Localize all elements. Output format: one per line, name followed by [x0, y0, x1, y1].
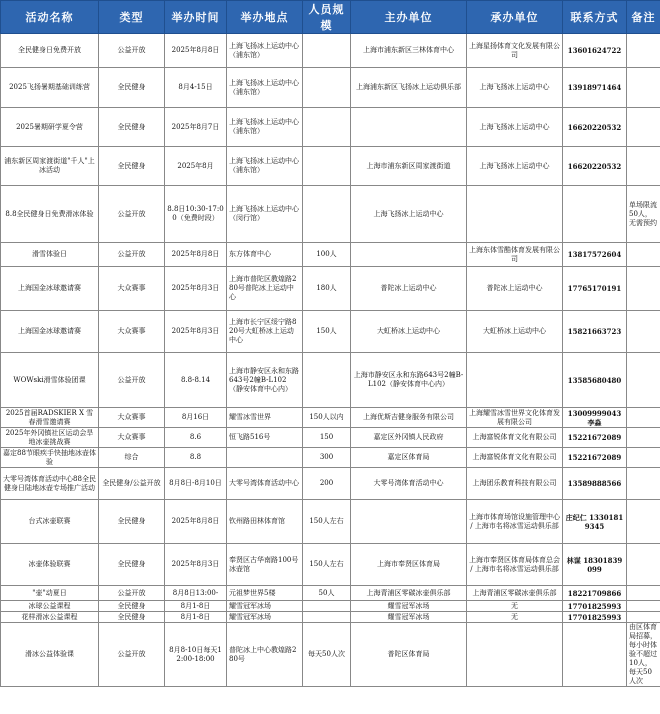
- activity-scale-cell: 200: [303, 468, 351, 500]
- activity-contact-cell: 15821663723: [563, 311, 627, 353]
- activity-note-cell: [627, 267, 660, 311]
- table-row: [1, 147, 660, 186]
- activity-scale-cell: 150: [303, 428, 351, 448]
- activity-type-cell: 公益开放: [99, 34, 165, 68]
- activity-venue-cell: 上海飞扬冰上运动中心（浦东馆）: [227, 108, 303, 147]
- activity-contact-cell: 16620220532: [563, 147, 627, 186]
- activity-type-cell: 全民健身: [99, 612, 165, 623]
- activity-type-cell: 公益开放: [99, 623, 165, 687]
- header-scale: 人员规模: [303, 1, 351, 34]
- activity-name-cell: 冰球公益课程: [1, 601, 99, 612]
- activity-host-cell: [351, 108, 467, 147]
- activity-contact-cell: [563, 623, 627, 687]
- table-row: [1, 623, 660, 687]
- activity-scale-cell: 100人: [303, 243, 351, 267]
- activity-time-cell: 8月1-8日: [165, 612, 227, 623]
- header-note: 备注: [627, 1, 660, 34]
- table-row: [1, 428, 660, 448]
- activity-venue-cell: 上海市静安区永和东路643号2幢B-L102（静安体育中心内）: [227, 353, 303, 408]
- activity-note-cell: [627, 428, 660, 448]
- activity-host-cell: 大零号湾体育活动中心: [351, 468, 467, 500]
- activity-note-cell: [627, 500, 660, 544]
- activity-scale-cell: 150人左右: [303, 500, 351, 544]
- activity-scale-cell: 150人左右: [303, 544, 351, 586]
- activity-name-cell: 2025首届RADSKIER X 雪春滑雪邀请赛: [1, 408, 99, 428]
- activity-name-cell: 滑冰公益体验课: [1, 623, 99, 687]
- activity-note-cell: [627, 243, 660, 267]
- activity-time-cell: 2025年8月7日: [165, 108, 227, 147]
- activity-name-cell: 2025年外冈镇社区运动会旱地冰壶挑战赛: [1, 428, 99, 448]
- activity-venue-cell: 恒飞路516号: [227, 428, 303, 448]
- activity-organizer-cell: 上海青浦区零碳冰壶俱乐部: [467, 586, 563, 601]
- activity-time-cell: 8月1-8日: [165, 601, 227, 612]
- activity-contact-cell: 13589888566: [563, 468, 627, 500]
- activity-name-cell: 嘉定88节眼疾手快抽地冰壶体验: [1, 448, 99, 468]
- activity-type-cell: 公益开放: [99, 186, 165, 243]
- activity-organizer-cell: 上海飞扬冰上运动中心: [467, 68, 563, 108]
- activity-contact-cell: 18221709866: [563, 586, 627, 601]
- activity-organizer-cell: 上海团乐教育科技有限公司: [467, 468, 563, 500]
- activity-type-cell: 全民健身: [99, 500, 165, 544]
- activity-note-cell: [627, 468, 660, 500]
- activity-note-cell: [627, 544, 660, 586]
- activity-note-cell: [627, 353, 660, 408]
- activity-contact-cell: 15221672089: [563, 448, 627, 468]
- activity-venue-cell: 耀雪冠军冰场: [227, 612, 303, 623]
- activity-name-cell: 冰壶体验联赛: [1, 544, 99, 586]
- activity-contact-cell: 13918971464: [563, 68, 627, 108]
- activity-venue-cell: 耀雪冰雪世界: [227, 408, 303, 428]
- header-host: 主办单位: [351, 1, 467, 34]
- activity-host-cell: 上海市奉贤区体育局: [351, 544, 467, 586]
- activity-venue-cell: 普陀冰上中心教煌路280号: [227, 623, 303, 687]
- activity-organizer-cell: 上海飞扬冰上运动中心: [467, 108, 563, 147]
- activity-organizer-cell: 普陀冰上运动中心: [467, 267, 563, 311]
- activity-name-cell: 大零号湾体育活动中心88全民健身日陆地冰壶专场推广活动: [1, 468, 99, 500]
- activity-time-cell: 2025年8月3日: [165, 544, 227, 586]
- activity-time-cell: 8.8日10:30-17:00（免费时段）: [165, 186, 227, 243]
- activity-time-cell: 2025年8月: [165, 147, 227, 186]
- activity-time-cell: 2025年8月3日: [165, 267, 227, 311]
- activity-contact-cell: 林谋 18301839099: [563, 544, 627, 586]
- activity-contact-cell: 13601624722: [563, 34, 627, 68]
- table-row: [1, 108, 660, 147]
- table-row: [1, 544, 660, 586]
- activity-type-cell: 公益开放: [99, 586, 165, 601]
- activity-scale-cell: 50人: [303, 586, 351, 601]
- activity-host-cell: 耀雪冠军冰场: [351, 601, 467, 612]
- activity-time-cell: 8.8: [165, 448, 227, 468]
- activity-organizer-cell: [467, 353, 563, 408]
- activity-time-cell: 8月8日-8月10日: [165, 468, 227, 500]
- activity-type-cell: 大众赛事: [99, 408, 165, 428]
- activity-scale-cell: 150人以内: [303, 408, 351, 428]
- activity-time-cell: 8月8日13:00-: [165, 586, 227, 601]
- activity-scale-cell: [303, 147, 351, 186]
- activity-type-cell: 全民健身: [99, 108, 165, 147]
- activity-type-cell: 大众赛事: [99, 267, 165, 311]
- activity-scale-cell: [303, 68, 351, 108]
- activity-name-cell: "壶"动夏日: [1, 586, 99, 601]
- activity-scale-cell: [303, 601, 351, 612]
- table-row: [1, 408, 660, 428]
- activity-time-cell: 2025年8月8日: [165, 34, 227, 68]
- header-time: 举办时间: [165, 1, 227, 34]
- activity-name-cell: 花样滑冰公益课程: [1, 612, 99, 623]
- table-row: [1, 601, 660, 612]
- activity-type-cell: 全民健身: [99, 147, 165, 186]
- header-name: 活动名称: [1, 1, 99, 34]
- activity-venue-cell: 上海市长宁区绥宁路820号大虹桥冰上运动中心: [227, 311, 303, 353]
- activity-time-cell: 2025年8月3日: [165, 311, 227, 353]
- table-row: [1, 612, 660, 623]
- activity-name-cell: 浦东新区周家渡街道"千人"上冰活动: [1, 147, 99, 186]
- activity-name-cell: 全民健身日免费开放: [1, 34, 99, 68]
- table-row: [1, 34, 660, 68]
- activity-note-cell: [627, 601, 660, 612]
- header-venue: 举办地点: [227, 1, 303, 34]
- activity-type-cell: 全民健身: [99, 68, 165, 108]
- activity-scale-cell: [303, 612, 351, 623]
- activity-host-cell: 上海市浦东新区三林体育中心: [351, 34, 467, 68]
- activity-name-cell: 8.8全民健身日免费滑冰体验: [1, 186, 99, 243]
- activity-venue-cell: 耀雪冠军冰场: [227, 601, 303, 612]
- activity-type-cell: 大众赛事: [99, 311, 165, 353]
- table-row: [1, 267, 660, 311]
- activity-contact-cell: 庄纪仁 13301819345: [563, 500, 627, 544]
- activity-time-cell: 8.6: [165, 428, 227, 448]
- activity-organizer-cell: 上海耀雪冰雪世界文化体育发展有限公司: [467, 408, 563, 428]
- activity-venue-cell: 上海飞扬冰上运动中心（浦东馆）: [227, 147, 303, 186]
- activity-time-cell: 2025年8月8日: [165, 500, 227, 544]
- activity-contact-cell: 13817572604: [563, 243, 627, 267]
- activity-note-cell: [627, 147, 660, 186]
- activity-host-cell: 普陀区体育局: [351, 623, 467, 687]
- activity-scale-cell: 每天50人次: [303, 623, 351, 687]
- activity-scale-cell: 300: [303, 448, 351, 468]
- activity-organizer-cell: [467, 186, 563, 243]
- activity-host-cell: 嘉定区体育局: [351, 448, 467, 468]
- activity-organizer-cell: [467, 623, 563, 687]
- activity-type-cell: 大众赛事: [99, 428, 165, 448]
- activity-note-cell: [627, 68, 660, 108]
- activity-name-cell: WOWski滑雪体验团课: [1, 353, 99, 408]
- activity-organizer-cell: 上海富锐体育文化有限公司: [467, 428, 563, 448]
- activity-scale-cell: [303, 353, 351, 408]
- activity-venue-cell: 元祖梦世界5楼: [227, 586, 303, 601]
- activity-type-cell: 公益开放: [99, 353, 165, 408]
- activity-contact-cell: 15221672089: [563, 428, 627, 448]
- activity-note-cell: 由区体育局招募，每小时体验不超过10人，每天50人次: [627, 623, 660, 687]
- activity-contact-cell: 17701825993: [563, 612, 627, 623]
- activity-contact-cell: 16620220532: [563, 108, 627, 147]
- header-organizer: 承办单位: [467, 1, 563, 34]
- activity-host-cell: 上海浦东新区飞扬冰上运动俱乐部: [351, 68, 467, 108]
- table-row: [1, 586, 660, 601]
- activity-contact-cell: 13009999043 李淼: [563, 408, 627, 428]
- activity-host-cell: 耀雪冠军冰场: [351, 612, 467, 623]
- activity-name-cell: 滑雪体验日: [1, 243, 99, 267]
- activity-type-cell: 公益开放: [99, 243, 165, 267]
- activity-venue-cell: 上海飞扬冰上运动中心（闵行馆）: [227, 186, 303, 243]
- activity-scale-cell: [303, 186, 351, 243]
- table-row: [1, 186, 660, 243]
- header-row: [1, 1, 660, 34]
- activity-venue-cell: 奉贤区古华南路100号冰壶馆: [227, 544, 303, 586]
- activity-host-cell: 上海飞扬冰上运动中心: [351, 186, 467, 243]
- activity-organizer-cell: 上海飞扬冰上运动中心: [467, 147, 563, 186]
- table-row: [1, 243, 660, 267]
- activity-organizer-cell: 上海富锐体育文化有限公司: [467, 448, 563, 468]
- header-contact: 联系方式: [563, 1, 627, 34]
- activity-organizer-cell: 上海市体育场馆设施管理中心 / 上海市名将冰雪运动俱乐部: [467, 500, 563, 544]
- activity-venue-cell: 上海飞扬冰上运动中心（浦东馆）: [227, 68, 303, 108]
- activity-note-cell: [627, 34, 660, 68]
- activity-venue-cell: 东方体育中心: [227, 243, 303, 267]
- activity-note-cell: [627, 612, 660, 623]
- activity-host-cell: 普陀冰上运动中心: [351, 267, 467, 311]
- activity-type-cell: 全民健身: [99, 601, 165, 612]
- activity-scale-cell: 180人: [303, 267, 351, 311]
- activity-host-cell: 上海青浦区零碳冰壶俱乐部: [351, 586, 467, 601]
- activity-host-cell: 上海市静安区永和东路643号2幢B-L102（静安体育中心内）: [351, 353, 467, 408]
- activity-time-cell: 8月8-10日每天12:00-18:00: [165, 623, 227, 687]
- table-row: [1, 311, 660, 353]
- table-row: [1, 500, 660, 544]
- header-type: 类型: [99, 1, 165, 34]
- activity-organizer-cell: 无: [467, 601, 563, 612]
- activity-time-cell: 8月16日: [165, 408, 227, 428]
- activity-name-cell: 上海国金冰球邀请赛: [1, 267, 99, 311]
- activity-name-cell: 台式冰壶联赛: [1, 500, 99, 544]
- activity-venue-cell: [227, 448, 303, 468]
- activity-note-cell: [627, 311, 660, 353]
- table-row: [1, 353, 660, 408]
- activity-venue-cell: 钦州路田林体育馆: [227, 500, 303, 544]
- activity-organizer-cell: 上海市奉贤区体育局体育总会 / 上海市名将冰雪运动俱乐部: [467, 544, 563, 586]
- activity-note-cell: [627, 448, 660, 468]
- activity-name-cell: 2025暑期研学夏令营: [1, 108, 99, 147]
- activity-name-cell: 2025飞扬暑期基础训练营: [1, 68, 99, 108]
- table-row: [1, 468, 660, 500]
- activity-type-cell: 全民健身: [99, 544, 165, 586]
- activity-host-cell: [351, 243, 467, 267]
- activity-host-cell: 上海市浦东新区周家渡街道: [351, 147, 467, 186]
- table-row: [1, 448, 660, 468]
- activity-note-cell: 单场限流50人，无需预约: [627, 186, 660, 243]
- activity-contact-cell: 13585680480: [563, 353, 627, 408]
- activity-host-cell: 上海优斯吉健身服务有限公司: [351, 408, 467, 428]
- activity-note-cell: [627, 108, 660, 147]
- activity-contact-cell: 17765170191: [563, 267, 627, 311]
- activity-note-cell: [627, 586, 660, 601]
- activity-scale-cell: 150人: [303, 311, 351, 353]
- activity-time-cell: 8.8-8.14: [165, 353, 227, 408]
- activity-host-cell: 大虹桥冰上运动中心: [351, 311, 467, 353]
- activity-type-cell: 全民健身/公益开放: [99, 468, 165, 500]
- activity-scale-cell: [303, 108, 351, 147]
- activity-note-cell: [627, 408, 660, 428]
- activity-time-cell: 2025年8月8日: [165, 243, 227, 267]
- activity-scale-cell: [303, 34, 351, 68]
- activity-venue-cell: 上海飞扬冰上运动中心（浦东馆）: [227, 34, 303, 68]
- activity-host-cell: [351, 500, 467, 544]
- activity-name-cell: 上海国金冰球邀请赛: [1, 311, 99, 353]
- activity-venue-cell: 大零号湾体育活动中心: [227, 468, 303, 500]
- activity-contact-cell: [563, 186, 627, 243]
- activity-organizer-cell: 无: [467, 612, 563, 623]
- activity-type-cell: 综合: [99, 448, 165, 468]
- activity-organizer-cell: 大虹桥冰上运动中心: [467, 311, 563, 353]
- activity-host-cell: 嘉定区外冈镇人民政府: [351, 428, 467, 448]
- table-row: [1, 68, 660, 108]
- activity-organizer-cell: 上海星扬体育文化发展有限公司: [467, 34, 563, 68]
- activity-venue-cell: 上海市普陀区教煌路280号普陀冰上运动中心: [227, 267, 303, 311]
- activity-organizer-cell: 上海东体雪酷体育发展有限公司: [467, 243, 563, 267]
- activity-contact-cell: 17701825993: [563, 601, 627, 612]
- activity-time-cell: 8月4-15日: [165, 68, 227, 108]
